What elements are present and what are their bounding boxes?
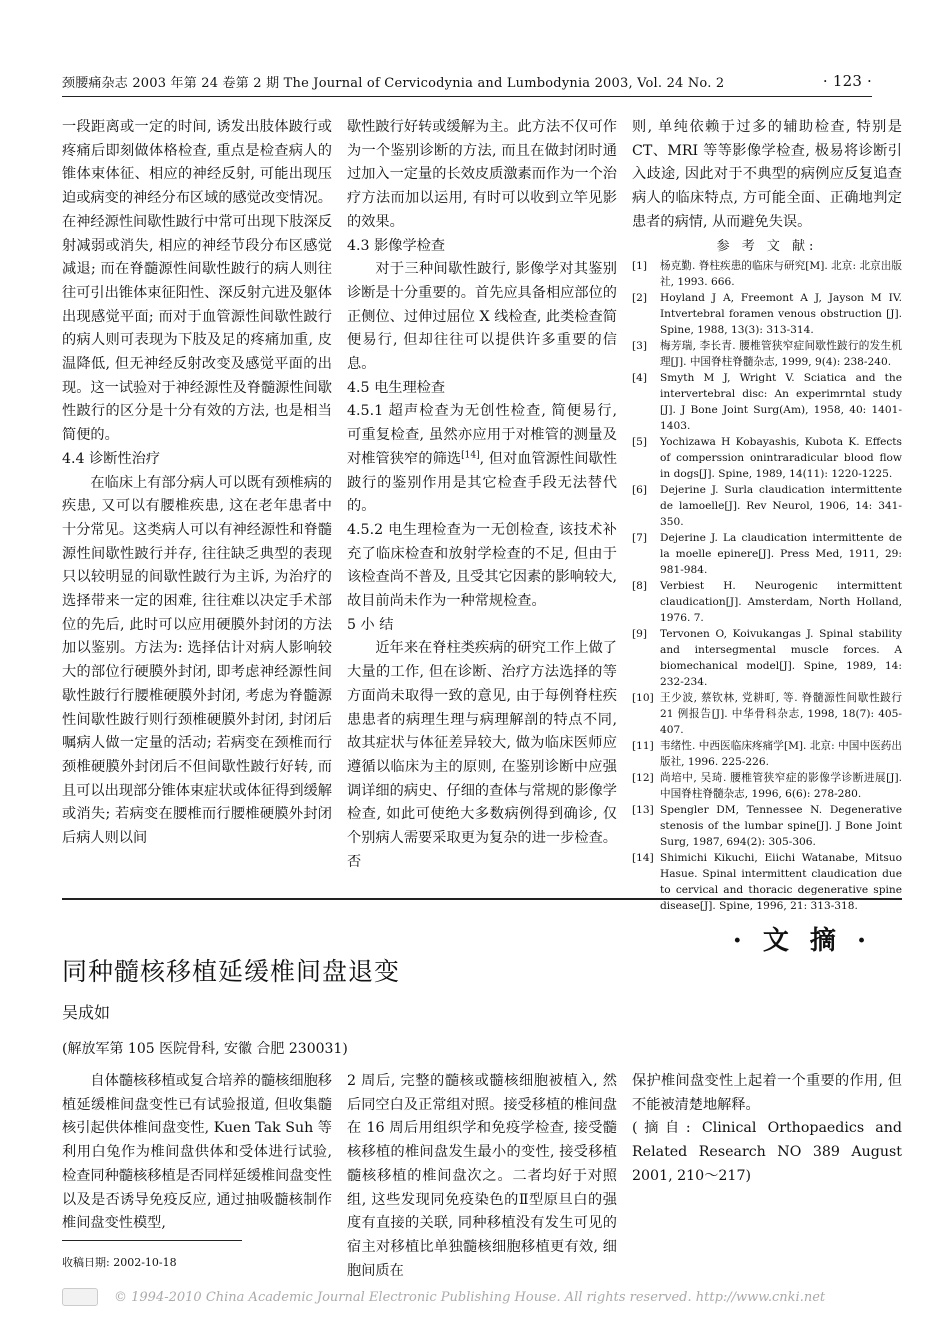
paragraph: 对于三种间歇性跛行, 影像学对其鉴别诊断是十分重要的。首先应具备相应部位的正侧位、过伸过屈位 X 线检查, 此类检查简便易行, 但却往往可以提供许多重要的信息。 <box>347 261 617 373</box>
footnote-rule <box>62 1240 242 1241</box>
reference-number: [2] <box>632 292 648 305</box>
abstract-title: 同种髓核移植延缓椎间盘退变 <box>62 957 401 986</box>
column-1 <box>62 116 332 851</box>
reference-number: [14] <box>632 852 654 865</box>
section-divider <box>62 898 902 900</box>
reference-text: 韦绪性. 中西医临床疼痛学[M]. 北京: 中国中医药出版社, 1996. 225-226. <box>660 740 902 769</box>
reference-number: [13] <box>632 804 654 817</box>
reference-item <box>632 370 902 434</box>
reference-item <box>632 482 902 530</box>
reference-text: 尚培中, 吴琦. 腰椎管狭窄症的影像学诊断进展[J]. 中国脊柱脊髓杂志, 1996, 6(6): 278-280. <box>660 772 902 801</box>
reference-item <box>632 802 902 850</box>
reference-number: [9] <box>632 628 648 641</box>
reference-item <box>632 690 902 738</box>
paragraph-text: 4.5.1 超声检查为无创性检查, 简便易行, 可重复检查, 虽然亦应用于对椎管的测量及对椎管狭窄的筛选 <box>347 403 617 467</box>
reference-text: Spengler DM, Tennessee N. Degenerative stenosis of the lumbar spine[J]. J Bone Joint Surg, 1987, 694(2): 305-306. <box>660 804 902 849</box>
paragraph: 保护椎间盘变性上起着一个重要的作用, 但不能被清楚地解释。 <box>632 1073 902 1113</box>
reference-item <box>632 738 902 770</box>
reference-text: Tervonen O, Koivukangas J. Spinal stability and intersegmental muscle forces. A biomechanical model[J]. Spine, 1989, 14: 232-234. <box>660 628 902 689</box>
reference-number: [7] <box>632 532 648 545</box>
section-heading-5: 5 小 结 <box>347 616 394 633</box>
cnki-logo-icon <box>62 1288 98 1306</box>
header-rule <box>62 96 872 97</box>
abstract-source: (摘自: Clinical Orthopaedics and Related Research NO 389 August 2001, 210～217) <box>632 1120 902 1184</box>
paragraph-4-5-1 <box>347 400 617 519</box>
paragraph: 近年来在脊柱类疾病的研究工作上做了大量的工作, 但在诊断、治疗方法选择的等方面尚未取得一致的意见, 由于每例脊柱疾患患者的病理生理与病理解剖的特点不同, 故其症状与体征差异较大, 做为临床医师应遵循以临床为主的原则, 在鉴别诊断中应强调详细的病史、仔细的查体与常规的影像学检查, 如此可使绝大多数病例得到确诊, 仅个别病人需要采取更为复杂的进一步检查。否 <box>347 640 617 870</box>
reference-number: [5] <box>632 436 648 449</box>
reference-item <box>632 626 902 690</box>
reference-item <box>632 290 902 338</box>
references-heading: 参 考 文 献: <box>716 238 818 254</box>
column-3 <box>632 116 902 914</box>
reference-number: [10] <box>632 692 654 705</box>
reference-list <box>632 258 902 914</box>
copyright-footer <box>62 1288 902 1306</box>
abstract-column-2 <box>347 1070 617 1283</box>
reference-text: Yochizawa H Kobayashis, Kubota K. Effects of comperssion onintraradicular blood flow in dogs[J]. Spine, 1989, 14(11): 1220-1225. <box>660 436 902 481</box>
reference-text: 王少波, 蔡钦林, 党耕町, 等. 脊髓源性间歇性跛行 21 例报告[J]. 中华骨科杂志, 1998, 18(7): 405-407. <box>660 692 902 737</box>
paragraph-4-5-2: 4.5.2 电生理检查为一无创检查, 该技术补充了临床检查和放射学检查的不足, 但由于该检查尚不普及, 且受其它因素的影响较大, 故目前尚未作为一种常规检查。 <box>347 521 617 610</box>
affiliation: (解放军第 105 医院骨科, 安徽 合肥 230031) <box>62 1041 348 1057</box>
reference-item <box>632 578 902 626</box>
reference-text: Dejerine J. Surla claudication intermittente de lamoelle[J]. Rev Neurol, 1906, 14: 341-350. <box>660 484 902 529</box>
reference-text: Hoyland J A, Freemont A J, Jayson M IV. Intvertebral foramen venous obstruction [J]. Spine, 1988, 13(3): 313-314. <box>660 292 902 337</box>
abstract-column-3 <box>632 1070 902 1189</box>
reference-item <box>632 338 902 370</box>
reference-number: [8] <box>632 580 648 593</box>
reference-text: Smyth M J, Wright V. Sciatica and the intervertebral disc: An experimrntal study [J]. J Bone Joint Surg(Am), 1958, 40: 1401-1403. <box>660 372 902 433</box>
column-2 <box>347 116 617 875</box>
reference-item <box>632 530 902 578</box>
paragraph: 2 周后, 完整的髓核或髓核细胞被植入, 然后同空白及正常组对照。接受移植的椎间盘在 16 周后用组织学和免疫学检查, 接受髓核移植的椎间盘发生最小的变性, 接受移植髓核移植的椎间盘次之。二者均好于对照组, 这些发现同免疫染色的Ⅱ型原旦白的强度有直接的关联, 同种移植没有发生可见的宿主对移植比单独髓核细胞移植更有效, 细胞间质在 <box>347 1073 617 1279</box>
copyright-text: © 1994-2010 China Academic Journal Electronic Publishing House. All rights reserved. http://www.cnki.net <box>114 1289 826 1305</box>
reference-text: 梅芳瑞, 李长青. 腰椎管狭窄症间歇性跛行的发生机理[J]. 中国脊柱脊髓杂志, 1999, 9(4): 238-240. <box>660 340 902 369</box>
reference-text: Dejerine J. La claudication intermittente de la moelle epinere[J]. Press Med, 1911, 29: 981-984. <box>660 532 902 577</box>
reference-item <box>632 770 902 802</box>
abstract-column-1 <box>62 1070 332 1236</box>
section-heading-4-4: 4.4 诊断性治疗 <box>62 450 161 467</box>
reference-item <box>632 434 902 482</box>
paragraph: 在临床上有部分病人可以既有颈椎病的疾患, 又可以有腰椎疾患, 这在老年患者中十分常见。这类病人可以有神经源性和脊髓源性间歇性跛行并存, 往往缺乏典型的表现只以较明显的间歇性跛行为主诉, 为治疗的选择带来一定的困难, 往往难以决定手术部位的先后, 此时可以应用硬膜外封闭的方法加以鉴别。方法为: 选择估计对病人影响较大的部位行硬膜外封闭, 即考虑神经源性间歇性跛行行腰椎硬膜外封闭, 考虑为脊髓源性间歇性跛行则行颈椎硬膜外封闭, 封闭后嘱病人做一定量的活动; 若病变在颈椎而行颈椎硬膜外封闭后不但间歇性跛行好转, 而且可以出现部分锥体束症状或体征得到缓解或消失; 若病变在腰椎而行腰椎硬膜外封闭后病人则以间 <box>62 474 332 847</box>
paragraph: 歇性跛行好转或缓解为主。此方法不仅可作为一个鉴别诊断的方法, 而且在做封闭时通过加入一定量的长效皮质激素而作为一个治疗方法而加以运用, 有时可以收到立竿见影的效果。 <box>347 119 617 230</box>
received-date: 收稿日期: 2002-10-18 <box>62 1256 177 1269</box>
citation: [14] <box>461 450 480 461</box>
reference-number: [6] <box>632 484 648 497</box>
section-heading-4-3: 4.3 影像学检查 <box>347 237 446 254</box>
page-number: · 123 · <box>822 72 872 90</box>
reference-text: 杨克勤. 脊柱疾患的临床与研究[M]. 北京: 北京出版社, 1993. 666. <box>660 260 902 289</box>
section-heading-4-5: 4.5 电生理检查 <box>347 379 446 396</box>
reference-item <box>632 258 902 290</box>
reference-number: [3] <box>632 340 648 353</box>
running-header <box>62 72 872 91</box>
reference-number: [1] <box>632 260 648 273</box>
abstract-label: · 文 摘 · <box>732 926 872 956</box>
reference-number: [11] <box>632 740 654 753</box>
journal-header: 颈腰痛杂志 2003 年第 24 卷第 2 期 The Journal of Cervicodynia and Lumbodynia 2003, Vol. 24 No. 2 <box>62 76 725 91</box>
reference-number: [12] <box>632 772 654 785</box>
reference-text: Shimichi Kikuchi, Eiichi Watanabe, Mitsuo Hasue. Spinal intermittent claudication due to cervical and thoracic degenerative spine disease[J]. Spine, 1996, 21: 313-318. <box>660 852 902 913</box>
paragraph: 一段距离或一定的时间, 诱发出肢体跛行或疼痛后即刻做体格检查, 重点是检查病人的锥体束体征、相应的神经反射, 可能出现压迫或病变的神经分布区域的感觉改变情况。在神经源性间歇性跛行中常可出现下肢深反射减弱或消失, 相应的神经节段分布区感觉减退; 而在脊髓源性间歇性跛行的病人则往往可引出锥体束征阳性、深反射亢进及躯体出现感觉平面; 而对于血管源性间歇性跛行的病人则可表现为下肢及足的疼痛加重, 皮温降低, 但无神经反射改变及感觉平面的出现。这一试验对于神经源性及脊髓源性间歇性跛行的区分是十分有效的方法, 也是相当简便的。 <box>62 119 332 444</box>
reference-number: [4] <box>632 372 648 385</box>
paragraph-text: , 但对血管源性间歇性跛行的鉴别作用是其它检查手段无法替代的。 <box>347 450 617 515</box>
paragraph: 自体髓核移植或复合培养的髓核细胞移植延缓椎间盘变性已有试验报道, 但收集髓核引起供体椎间盘变性, Kuen Tak Suh 等利用白兔作为椎间盘供体和受体进行试验, 检查同种髓核移植是否同样延缓椎间盘变性以及是否诱导免疫反应, 通过抽吸髓核制作椎间盘变性模型, <box>62 1073 332 1232</box>
paragraph: 则, 单纯依赖于过多的辅助检查, 特别是 CT、MRI 等等影像学检查, 极易将诊断引入歧途, 因此对于不典型的病例应反复追查病人的临床特点, 方可能全面、正确地判定患者的病情, 从而避免失误。 <box>632 119 902 230</box>
reference-item <box>632 850 902 914</box>
reference-text: Verbiest H. Neurogenic intermittent claudication[J]. Amsterdam, North Holland, 1976. 7. <box>660 580 902 625</box>
author: 吴成如 <box>62 1003 111 1022</box>
